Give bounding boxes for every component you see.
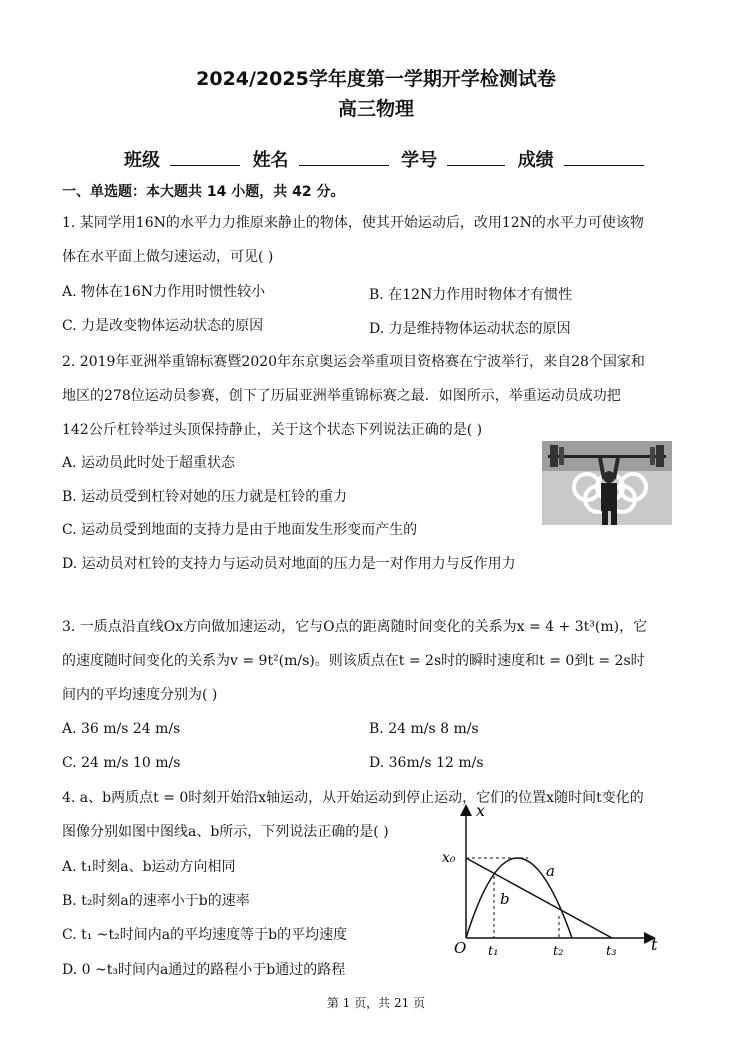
class-label: 班级 bbox=[124, 150, 160, 171]
exam-subject: 高三物理 bbox=[337, 98, 414, 120]
q3-option-c[interactable]: C. 24 m/s 10 m/s bbox=[62, 755, 181, 771]
q4-line-2: 图像分别如图中图线a、b所示，下列说法正确的是( ) bbox=[62, 824, 389, 840]
q2-line-3: 142公斤杠铃举过头顶保持静止，关于这个状态下列说法正确的是( ) bbox=[62, 422, 483, 438]
q1-option-b[interactable]: B. 在12N力作用时物体才有惯性 bbox=[369, 287, 573, 303]
q3-line-3: 间内的平均速度分别为( ) bbox=[62, 687, 218, 703]
name-blank[interactable] bbox=[299, 147, 389, 166]
student-info-row bbox=[124, 146, 650, 172]
q2-option-c[interactable]: C. 运动员受到地面的支持力是由于地面发生形变而产生的 bbox=[62, 522, 418, 538]
q4-option-a[interactable]: A. t₁时刻a、b运动方向相同 bbox=[62, 859, 236, 875]
q1-option-c[interactable]: C. 力是改变物体运动状态的原因 bbox=[62, 318, 264, 334]
id-blank[interactable] bbox=[447, 147, 505, 166]
weightlifter-illustration bbox=[542, 441, 672, 525]
q2-line-2: 地区的278位运动员参赛，创下了历届亚洲举重锦标赛之最．如图所示，举重运动员成功把 bbox=[62, 388, 621, 404]
curve-a-path bbox=[466, 858, 572, 938]
page-number: 第 1 页，共 21 页 bbox=[326, 996, 426, 1010]
id-label: 学号 bbox=[401, 150, 438, 171]
q3-line-1: 3. 一质点沿直线Ox方向做加速运动，它与O点的距离随时间变化的关系为x = 4 + 3t³(m)，它 bbox=[62, 619, 648, 635]
xt-graph-svg bbox=[436, 798, 668, 960]
q1-line-2: 体在水平面上做匀速运动，可见( ) bbox=[62, 249, 274, 265]
q4-option-d[interactable]: D. 0 ~t₃时间内a通过的路程小于b通过的路程 bbox=[62, 962, 346, 978]
x0-label: x₀ bbox=[442, 850, 456, 866]
x-axis-label: t bbox=[651, 935, 658, 954]
q1-line-1: 1. 某同学用16N的水平力力推原来静止的物体，使其开始运动后，改用12N的水平力可使该物 bbox=[62, 215, 644, 231]
origin-label: O bbox=[454, 939, 467, 957]
q2-line-1: 2. 2019年亚洲举重锦标赛暨2020年东京奥运会举重项目资格赛在宁波举行，来自28个国家和 bbox=[62, 354, 645, 370]
curve-a-label: a bbox=[546, 862, 555, 880]
score-label: 成绩 bbox=[517, 150, 554, 171]
t1-label: t₁ bbox=[488, 944, 499, 959]
q2-option-a[interactable]: A. 运动员此时处于超重状态 bbox=[62, 455, 236, 471]
q4-option-b[interactable]: B. t₂时刻a的速率小于b的速率 bbox=[62, 893, 250, 909]
q3-option-a[interactable]: A. 36 m/s 24 m/s bbox=[62, 721, 181, 737]
q4-option-c[interactable]: C. t₁ ~t₂时间内a的平均速度等于b的平均速度 bbox=[62, 927, 348, 943]
y-axis-label: x bbox=[476, 801, 486, 820]
q3-option-d[interactable]: D. 36m/s 12 m/s bbox=[369, 755, 484, 771]
q4-line-1: 4. a、b两质点t = 0时刻开始沿x轴运动，从开始运动到停止运动，它们的位置x随时间t变化的 bbox=[62, 790, 644, 806]
q3-line-2: 的速度随时间变化的关系为v = 9t²(m/s)。则该质点在t = 2s时的瞬时速度和t = 0到t = 2s时 bbox=[62, 653, 645, 669]
t3-label: t₃ bbox=[606, 944, 617, 959]
name-label: 姓名 bbox=[252, 150, 289, 171]
position-time-graph bbox=[436, 798, 668, 960]
curve-b-label: b bbox=[500, 890, 510, 908]
q2-option-b[interactable]: B. 运动员受到杠铃对她的压力就是杠铃的重力 bbox=[62, 489, 348, 505]
q1-option-a[interactable]: A. 物体在16N力作用时惯性较小 bbox=[62, 284, 266, 300]
q1-option-d[interactable]: D. 力是维持物体运动状态的原因 bbox=[369, 321, 571, 337]
section-heading: 一、单选题：本大题共 14 小题，共 42 分。 bbox=[62, 184, 345, 200]
q2-option-d[interactable]: D. 运动员对杠铃的支持力与运动员对地面的压力是一对作用力与反作用力 bbox=[62, 556, 516, 572]
weightlifter-photo bbox=[542, 441, 672, 525]
class-blank[interactable] bbox=[170, 147, 240, 166]
t2-label: t₂ bbox=[553, 944, 564, 959]
exam-title: 2024/2025学年度第一学期开学检测试卷 bbox=[196, 68, 556, 90]
score-blank[interactable] bbox=[564, 147, 644, 166]
q3-option-b[interactable]: B. 24 m/s 8 m/s bbox=[369, 721, 479, 737]
